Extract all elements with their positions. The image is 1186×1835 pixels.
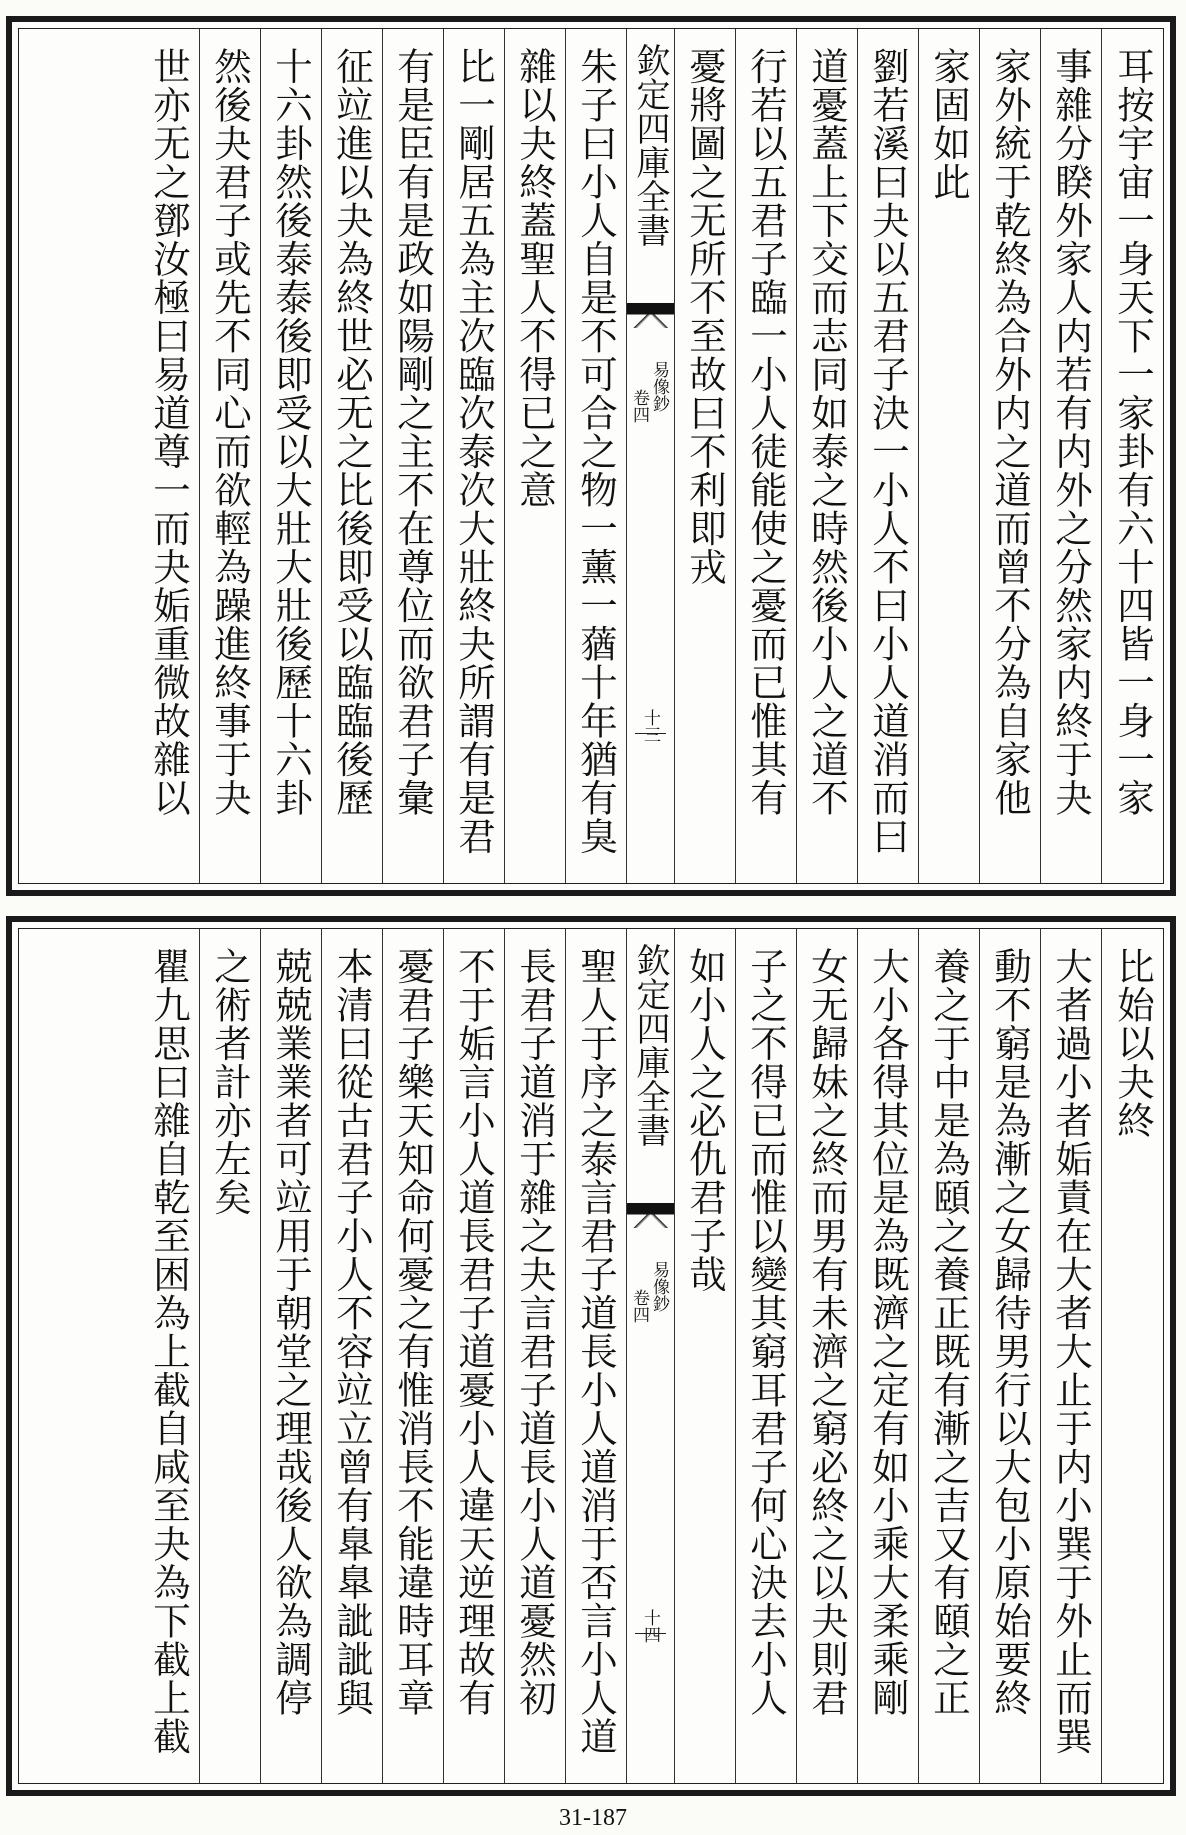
text-column (444, 929, 505, 1783)
column-text: 比始以夬終 (1111, 947, 1155, 1140)
volume-label: 卷四 (629, 389, 649, 423)
text-column (444, 29, 505, 883)
column-text: 本清曰從古君子小人不容竝立曾有臯臯訿訿與 (330, 947, 374, 1717)
center-fold (627, 29, 675, 883)
collection-title: 欽定四庫全書 (630, 43, 670, 247)
text-column (261, 929, 322, 1783)
text-column (139, 29, 200, 883)
column-text: 雜以夬終蓋聖人不得已之意 (513, 47, 557, 509)
text-column (797, 29, 858, 883)
column-text: 憂將圖之无所不至故曰不利即戎 (683, 47, 727, 586)
text-column (1041, 929, 1102, 1783)
divider (635, 1633, 666, 1634)
text-column (736, 29, 797, 883)
text-column (858, 29, 919, 883)
column-text: 養之于中是為頤之養正既有漸之吉又有頤之正 (927, 947, 971, 1717)
column-text: 如小人之必仇君子哉 (683, 947, 727, 1294)
column-text: 家外統于乾終為合外内之道而曾不分為自家他 (988, 47, 1032, 817)
folio-top-frame (18, 28, 1164, 884)
text-column (566, 29, 627, 883)
column-text: 動不窮是為漸之女歸待男行以大包小原始要終 (988, 947, 1032, 1717)
text-column (797, 929, 858, 1783)
volume-label: 卷四 (629, 1289, 649, 1323)
column-text: 家固如此 (927, 47, 971, 201)
column-text: 行若以五君子臨一小人徒能使之憂而已惟其有 (744, 47, 788, 817)
text-column (736, 929, 797, 1783)
column-text: 長君子道消于雜之夬言君子道長小人道憂然初 (513, 947, 557, 1717)
center-fold (627, 929, 675, 1783)
text-column (980, 29, 1041, 883)
book-name: 易像鈔 (649, 1261, 669, 1312)
folio-top (6, 16, 1176, 896)
book-name: 易像鈔 (649, 361, 669, 412)
divider (635, 733, 666, 734)
column-text: 劉若溪曰夬以五君子決一小人不曰小人道消而曰 (866, 47, 910, 856)
text-column (1102, 929, 1163, 1783)
column-text: 事雜分睽外家人内若有内外之分然家内終于夬 (1049, 47, 1093, 817)
column-text: 憂君子樂天知命何憂之有惟消長不能違時耳章 (391, 947, 435, 1717)
text-column (919, 29, 980, 883)
folio-bottom (6, 916, 1176, 1796)
text-column (1102, 29, 1163, 883)
fishtail-mark-icon (627, 1203, 674, 1229)
text-column (383, 29, 444, 883)
column-text: 世亦无之鄧汝極曰易道尊一而夬姤重微故雜以 (147, 47, 191, 817)
text-column (1041, 29, 1102, 883)
page-number: 十四 (640, 1609, 660, 1643)
column-text: 大者過小者姤責在大者大止于内小巽于外止而巽 (1049, 947, 1093, 1756)
column-text: 不于姤言小人道長君子道憂小人違天逆理故有 (452, 947, 496, 1717)
text-column (200, 29, 261, 883)
collection-title: 欽定四庫全書 (630, 943, 670, 1147)
column-text: 十六卦然後泰泰後即受以大壯大壯後歷十六卦 (269, 47, 313, 817)
column-text: 之術者計亦左矣 (208, 947, 252, 1217)
column-text: 子之不得已而惟以變其窮耳君子何心決去小人 (744, 947, 788, 1717)
column-text: 女无歸妹之終而男有未濟之窮必終之以夬則君 (805, 947, 849, 1717)
page-number: 十三 (640, 709, 660, 743)
text-column (675, 29, 736, 883)
text-column (322, 29, 383, 883)
text-column (261, 29, 322, 883)
text-column (200, 929, 261, 1783)
text-column (675, 929, 736, 1783)
column-text: 有是臣有是政如陽剛之主不在尊位而欲君子彙 (391, 47, 435, 817)
text-column (858, 929, 919, 1783)
text-column (322, 929, 383, 1783)
column-text: 大小各得其位是為既濟之定有如小乘大柔乘剛 (866, 947, 910, 1717)
text-column (919, 929, 980, 1783)
column-text: 瞿九思曰雜自乾至困為上截自咸至夬為下截上截 (147, 947, 191, 1756)
column-text: 耳按宇宙一身天下一家卦有六十四皆一身一家 (1111, 47, 1155, 817)
column-text: 朱子曰小人自是不可合之物一薰一蕕十年猶有臭 (574, 47, 618, 856)
text-column (383, 929, 444, 1783)
text-column (980, 929, 1041, 1783)
column-text: 然後夬君子或先不同心而欲輕為躁進終事于夬 (208, 47, 252, 817)
column-text: 征竝進以夬為終世必无之比後即受以臨臨後歷 (330, 47, 374, 817)
scan-page-number: 31-187 (559, 1805, 627, 1831)
column-text: 聖人于序之泰言君子道長小人道消于否言小人道 (574, 947, 618, 1756)
text-column (566, 929, 627, 1783)
column-text: 兢兢業業者可竝用于朝堂之理哉後人欲為調停 (269, 947, 313, 1717)
folio-bottom-frame (18, 928, 1164, 1784)
text-column (505, 929, 566, 1783)
fishtail-mark-icon (627, 303, 674, 329)
column-text: 比一剛居五為主次臨次泰次大壯終夬所謂有是君 (452, 47, 496, 856)
text-column (139, 929, 200, 1783)
text-column (505, 29, 566, 883)
column-text: 道憂蓋上下交而志同如泰之時然後小人之道不 (805, 47, 849, 817)
